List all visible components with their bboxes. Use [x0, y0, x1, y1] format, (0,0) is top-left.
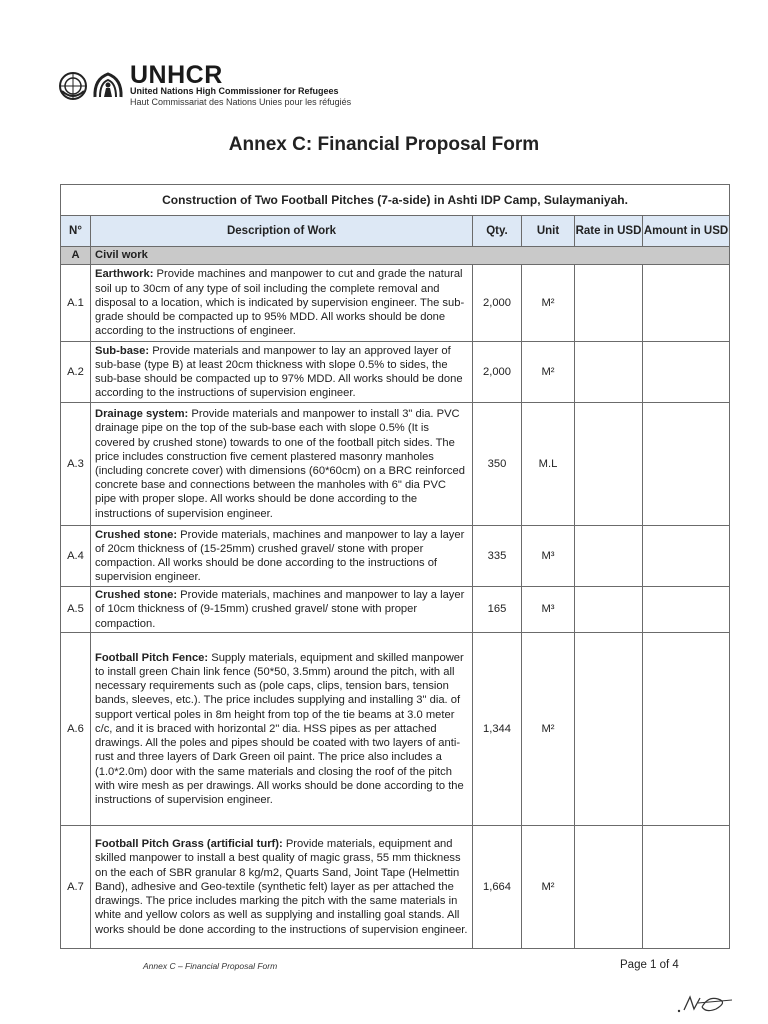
item-description: [91, 633, 473, 826]
item-code: A.2: [61, 342, 91, 403]
item-description: [91, 265, 473, 342]
item-title: Football Pitch Fence:: [95, 651, 209, 664]
amount-cell[interactable]: [643, 587, 730, 633]
column-header-no: N°: [61, 216, 91, 247]
item-text: Provide materials and manpower to install 3" dia. PVC drainage pipe on the top of the sub-base each with slope 0.5% (It is covered by crushed stone) towards to one of the football pitch sides. The price includes construction five cement plastered masonry manholes (including concrete cover) with dimensions (60*60cm) on a BRC reinforced concrete base and connections between the manholes with 6" dia PVC pipe with proper slope. All works should be done according to the instructions of supervision engineer.: [95, 408, 465, 520]
item-qty: 2,000: [473, 342, 522, 403]
page-title: Annex C: Financial Proposal Form: [228, 134, 540, 155]
item-qty: 1,664: [473, 826, 522, 949]
item-unit: M²: [522, 633, 575, 826]
unhcr-logo: [58, 61, 352, 107]
financial-proposal-table: [60, 184, 730, 949]
table-caption: Construction of Two Football Pitches (7-a-side) in Ashti IDP Camp, Sulaymaniyah.: [61, 185, 730, 216]
amount-cell[interactable]: [643, 265, 730, 342]
org-name-french: Haut Commissariat des Nations Unies pour les réfugiés: [130, 97, 352, 107]
amount-cell[interactable]: [643, 342, 730, 403]
table-header-row: [61, 216, 730, 247]
amount-cell[interactable]: [643, 526, 730, 587]
org-name-english: United Nations High Commissioner for Refugees: [130, 86, 339, 96]
page-number: Page 1 of 4: [620, 959, 679, 971]
org-name: UNHCR: [130, 61, 223, 89]
table-row: [61, 265, 730, 342]
rate-cell[interactable]: [575, 265, 643, 342]
item-text: Provide materials, machines and manpower to lay a layer of 20cm thickness of (15-25mm) crushed gravel/ stone with proper compaction. All works should be done according to the instructions of supervision engineer.: [95, 528, 465, 584]
item-qty: 350: [473, 403, 522, 526]
handwritten-initials: [676, 993, 736, 1015]
section-title: Civil work: [91, 247, 730, 265]
table-row: [61, 403, 730, 526]
amount-cell[interactable]: [643, 826, 730, 949]
item-text: Provide materials, machines and manpower to lay a layer of 10cm thickness of (9-15mm) crushed gravel/ stone with proper compaction.: [95, 589, 465, 630]
item-title: Sub-base:: [95, 344, 150, 357]
item-unit: M²: [522, 342, 575, 403]
item-description: [91, 403, 473, 526]
item-description: [91, 587, 473, 633]
item-unit: M²: [522, 265, 575, 342]
item-title: Football Pitch Grass (artificial turf):: [95, 838, 283, 851]
item-code: A.7: [61, 826, 91, 949]
item-qty: 2,000: [473, 265, 522, 342]
amount-cell[interactable]: [643, 403, 730, 526]
amount-cell[interactable]: [643, 633, 730, 826]
column-header-rate: Rate in USD: [575, 216, 643, 247]
item-unit: M.L: [522, 403, 575, 526]
column-header-description: Description of Work: [91, 216, 473, 247]
rate-cell[interactable]: [575, 342, 643, 403]
item-title: Earthwork:: [95, 268, 154, 281]
item-code: A.4: [61, 526, 91, 587]
item-description: [91, 526, 473, 587]
rate-cell[interactable]: [575, 826, 643, 949]
item-qty: 1,344: [473, 633, 522, 826]
rate-cell[interactable]: [575, 587, 643, 633]
table-row: [61, 633, 730, 826]
item-code: A.5: [61, 587, 91, 633]
table-row: [61, 342, 730, 403]
item-description: [91, 342, 473, 403]
unhcr-emblem-icon: [92, 71, 124, 101]
item-text: Supply materials, equipment and skilled manpower to install green Chain link fence (50*50, 3.5mm) around the pitch, with all necessary requirements such as (pole caps, clips, tension bars, tension bands, sleeves, etc.). The price includes supplying and installing 3" dia. of support vertical poles in 8m height from top of the tie beams at 3.0 meter c/c, and it is braced with horizontal 2" dia. HSS pipes as per attached drawings. All the poles and pipes should be coated with two layers of anti-rust and three layers of Dark Green oil paint. The price also includes a (1.0*2.0m) door with the same materials and closing the roof of the pitch with wire mesh as per drawings. All works should be done according to the instructions of supervision engineer.: [95, 651, 464, 806]
table-row: [61, 826, 730, 949]
rate-cell[interactable]: [575, 633, 643, 826]
item-unit: M²: [522, 826, 575, 949]
item-unit: M³: [522, 526, 575, 587]
item-text: Provide machines and manpower to cut and grade the natural soil up to 30cm of any type of soil including the complete removal and disposal to a location, which is indicated by supervision engineer. The sub-grade should be compacted up to 95% MDD. All works should be done according to the instructions of engineer.: [95, 268, 465, 338]
column-header-unit: Unit: [522, 216, 575, 247]
rate-cell[interactable]: [575, 526, 643, 587]
item-title: Drainage system:: [95, 408, 189, 421]
column-header-qty: Qty.: [473, 216, 522, 247]
column-header-amount: Amount in USD: [643, 216, 730, 247]
un-emblem-icon: [58, 71, 88, 101]
item-code: A.3: [61, 403, 91, 526]
item-description: [91, 826, 473, 949]
footer-document-name: Annex C – Financial Proposal Form: [143, 961, 278, 971]
rate-cell[interactable]: [575, 403, 643, 526]
item-title: Crushed stone:: [95, 589, 178, 602]
table-row: [61, 526, 730, 587]
item-code: A.1: [61, 265, 91, 342]
item-text: Provide materials, equipment and skilled manpower to install a best quality of magic grass, 55 mm thickness on the each of SBR granular 8 kg/m2, Quarts Sand, Joint Tape (Helmettin Band), adhesive and Geo-textile (synthetic felt) layer as per attached the drawings. The price includes marking the pitch with the same materials in white and yellow colors as well as supplying and installing goal stands. All works should be done according to the instructions of supervision engineer.: [95, 838, 468, 936]
item-qty: 165: [473, 587, 522, 633]
item-unit: M³: [522, 587, 575, 633]
section-code: A: [61, 247, 91, 265]
table-row: [61, 587, 730, 633]
item-title: Crushed stone:: [95, 528, 178, 541]
section-row: [61, 247, 730, 265]
item-qty: 335: [473, 526, 522, 587]
item-code: A.6: [61, 633, 91, 826]
item-text: Provide materials and manpower to lay an approved layer of sub-base (type B) at least 20cm thickness with slope 0.5% to sides, the sub-base should be compacted up to 97% MDD. All works should be done according to the instructions of supervision engineer.: [95, 344, 463, 400]
